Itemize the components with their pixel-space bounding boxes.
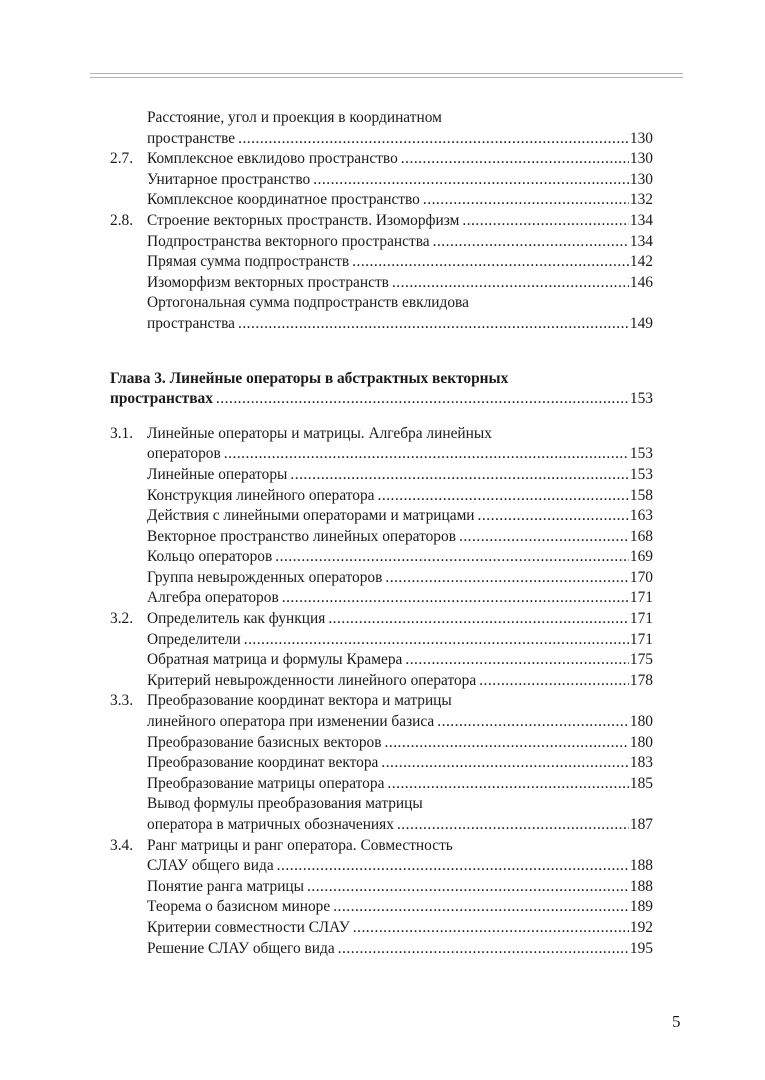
toc-entry xyxy=(110,856,653,877)
entry-page-number: 178 xyxy=(629,671,653,689)
section-number: 2.7. xyxy=(110,150,134,168)
toc-entry xyxy=(110,939,653,960)
toc-entry xyxy=(110,630,653,651)
leader-dots xyxy=(459,527,629,548)
entry-title: Обратная матрица и формулы Крамера xyxy=(147,651,403,669)
toc-entry xyxy=(110,149,653,170)
entry-title: Конструкция линейного оператора xyxy=(147,486,375,504)
chapter-title-line2: пространствах xyxy=(110,390,213,408)
entry-page-number: 130 xyxy=(629,129,653,147)
leader-dots xyxy=(238,129,629,150)
entry-page-number: 149 xyxy=(629,314,653,332)
header-rule-bottom xyxy=(90,77,683,78)
entry-title: Унитарное пространство xyxy=(147,170,311,188)
entry-title: пространства xyxy=(147,314,235,332)
leader-dots xyxy=(478,506,629,527)
entry-title: Понятие ранга матрицы xyxy=(147,877,305,895)
entry-page-number: 180 xyxy=(629,733,653,751)
toc-chapter-line xyxy=(110,369,653,390)
entry-page-number: 175 xyxy=(629,651,653,669)
chapter-page-number: 153 xyxy=(629,390,653,408)
entry-title: Определитель как функция xyxy=(147,610,326,628)
entry-title: Строение векторных пространств. Изоморфизм xyxy=(147,211,460,229)
toc-entry xyxy=(110,424,653,445)
toc-entry xyxy=(110,232,653,253)
entry-title: Прямая сумма подпространств xyxy=(147,253,350,271)
entry-title: Преобразование базисных векторов xyxy=(147,733,382,751)
toc-entry xyxy=(110,547,653,568)
toc-entry xyxy=(110,465,653,486)
leader-dots xyxy=(423,190,629,211)
entry-page-number: 132 xyxy=(629,191,653,209)
toc-entry xyxy=(110,877,653,898)
leader-dots xyxy=(437,712,629,733)
toc-entry xyxy=(110,444,653,465)
chapter-title-line1: Глава 3. Линейные операторы в абстрактных векторных xyxy=(110,369,509,387)
leader-dots xyxy=(224,444,629,465)
page-number: 5 xyxy=(672,1012,681,1031)
leader-dots xyxy=(381,753,629,774)
entry-page-number: 146 xyxy=(629,273,653,291)
toc-entry xyxy=(110,108,653,129)
leader-dots xyxy=(405,650,629,671)
toc-entry xyxy=(110,918,653,939)
entry-page-number: 187 xyxy=(629,816,653,833)
entry-title: Действия с линейными операторами и матрицами xyxy=(147,507,475,525)
leader-dots xyxy=(397,815,629,836)
entry-page-number: 158 xyxy=(629,486,653,504)
entry-title: Линейные операторы xyxy=(147,465,288,483)
toc-entry xyxy=(110,650,653,671)
entry-page-number: 185 xyxy=(629,774,653,792)
entry-title: СЛАУ общего вида xyxy=(147,857,274,875)
entry-page-number: 170 xyxy=(629,568,653,586)
entry-title: Кольцо операторов xyxy=(147,548,273,566)
entry-title: Преобразование матрицы оператора xyxy=(147,774,385,792)
entry-title: Комплексное евклидово пространство xyxy=(147,150,398,168)
toc-entry xyxy=(110,568,653,589)
leader-dots xyxy=(275,547,629,568)
toc-entry xyxy=(110,712,653,733)
entry-title: линейного оператора при изменении базиса xyxy=(147,713,435,731)
toc-entry xyxy=(110,129,653,150)
leader-dots xyxy=(353,918,629,939)
entry-page-number: 153 xyxy=(629,445,653,463)
entry-page-number: 163 xyxy=(629,507,653,525)
leader-dots xyxy=(378,486,629,507)
entry-page-number: 171 xyxy=(629,630,653,648)
entry-page-number: 183 xyxy=(629,754,653,772)
toc-entry xyxy=(110,836,653,857)
section-number: 3.3. xyxy=(110,692,134,710)
entry-title: Решение СЛАУ общего вида xyxy=(147,939,335,957)
entry-page-number: 189 xyxy=(629,898,653,916)
leader-dots xyxy=(352,252,629,273)
leader-dots xyxy=(333,897,629,918)
entry-title: Теорема о базисном миноре xyxy=(147,898,331,916)
entry-title: Преобразование координат вектора xyxy=(147,754,379,772)
leader-dots xyxy=(216,389,629,410)
toc-entry xyxy=(110,486,653,507)
header-rule-top xyxy=(90,73,683,74)
leader-dots xyxy=(385,568,629,589)
leader-dots xyxy=(479,671,629,692)
entry-page-number: 142 xyxy=(629,253,653,271)
entry-title: пространстве xyxy=(147,129,236,147)
entry-title: операторов xyxy=(147,445,221,463)
section-number: 3.4. xyxy=(110,836,134,854)
entry-page-number: 153 xyxy=(629,465,653,483)
toc-entry xyxy=(110,815,653,836)
entry-page-number: 188 xyxy=(629,877,653,895)
entry-page-number: 130 xyxy=(629,170,653,188)
leader-dots xyxy=(313,170,629,191)
entry-title: Преобразование координат вектора и матрицы xyxy=(147,692,452,710)
leader-dots xyxy=(338,939,629,960)
toc-entry xyxy=(110,314,653,335)
leader-dots xyxy=(277,856,629,877)
leader-dots xyxy=(401,149,629,170)
toc-entry xyxy=(110,753,653,774)
toc-entry xyxy=(110,252,653,273)
leader-dots xyxy=(387,774,629,795)
toc-entry xyxy=(110,527,653,548)
entry-page-number: 171 xyxy=(629,610,653,628)
section-number: 3.1. xyxy=(110,424,134,442)
toc-section-chapter3 xyxy=(110,424,653,959)
entry-title: Векторное пространство линейных операторов xyxy=(147,527,456,545)
leader-dots xyxy=(307,877,629,898)
leader-dots xyxy=(238,314,629,335)
table-of-contents xyxy=(110,108,653,959)
entry-title: Подпространства векторного пространства xyxy=(147,232,430,250)
leader-dots xyxy=(244,630,629,651)
entry-page-number: 192 xyxy=(629,918,653,936)
entry-page-number: 195 xyxy=(629,939,653,957)
entry-title: Комплексное координатное пространство xyxy=(147,191,420,209)
entry-page-number: 180 xyxy=(629,713,653,731)
entry-title: Ранг матрицы и ранг оператора. Совместность xyxy=(147,836,453,854)
leader-dots xyxy=(385,733,629,754)
entry-page-number: 130 xyxy=(629,150,653,168)
entry-title: Критерии совместности СЛАУ xyxy=(147,918,350,936)
toc-entry xyxy=(110,211,653,232)
entry-page-number: 171 xyxy=(629,589,653,607)
entry-title: Алгебра операторов xyxy=(147,589,279,607)
leader-dots xyxy=(462,211,629,232)
leader-dots xyxy=(433,232,629,253)
toc-entry xyxy=(110,691,653,712)
entry-page-number: 188 xyxy=(629,857,653,875)
leader-dots xyxy=(328,609,629,630)
entry-page-number: 168 xyxy=(629,527,653,545)
entry-title: Критерий невырожденности линейного оператора xyxy=(147,671,477,689)
toc-section-chapter2-tail xyxy=(110,108,653,335)
leader-dots xyxy=(282,588,629,609)
toc-entry xyxy=(110,733,653,754)
toc-entry xyxy=(110,794,653,815)
entry-title: Ортогональная сумма подпространств евклидова xyxy=(147,294,469,312)
toc-entry xyxy=(110,588,653,609)
entry-title: Изоморфизм векторных пространств xyxy=(147,273,389,291)
toc-entry xyxy=(110,170,653,191)
leader-dots xyxy=(290,465,629,486)
entry-title: Линейные операторы и матрицы. Алгебра линейных xyxy=(147,424,492,442)
entry-title: Расстояние, угол и проекция в координатном xyxy=(147,109,442,126)
entry-title: Группа невырожденных операторов xyxy=(147,568,383,586)
toc-entry xyxy=(110,897,653,918)
entry-title: Определители xyxy=(147,630,241,648)
entry-page-number: 134 xyxy=(629,211,653,229)
entry-page-number: 169 xyxy=(629,548,653,566)
toc-chapter-heading xyxy=(110,369,653,410)
entry-title: оператора в матричных обозначениях xyxy=(147,816,394,833)
section-number: 2.8. xyxy=(110,211,134,229)
entry-page-number: 134 xyxy=(629,232,653,250)
toc-entry xyxy=(110,506,653,527)
toc-entry xyxy=(110,774,653,795)
entry-title: Вывод формулы преобразования матрицы xyxy=(147,795,423,813)
section-number: 3.2. xyxy=(110,610,134,628)
toc-entry xyxy=(110,273,653,294)
toc-entry xyxy=(110,609,653,630)
toc-entry xyxy=(110,293,653,314)
leader-dots xyxy=(392,273,629,294)
toc-chapter-line xyxy=(110,389,653,410)
toc-entry xyxy=(110,671,653,692)
toc-entry xyxy=(110,190,653,211)
